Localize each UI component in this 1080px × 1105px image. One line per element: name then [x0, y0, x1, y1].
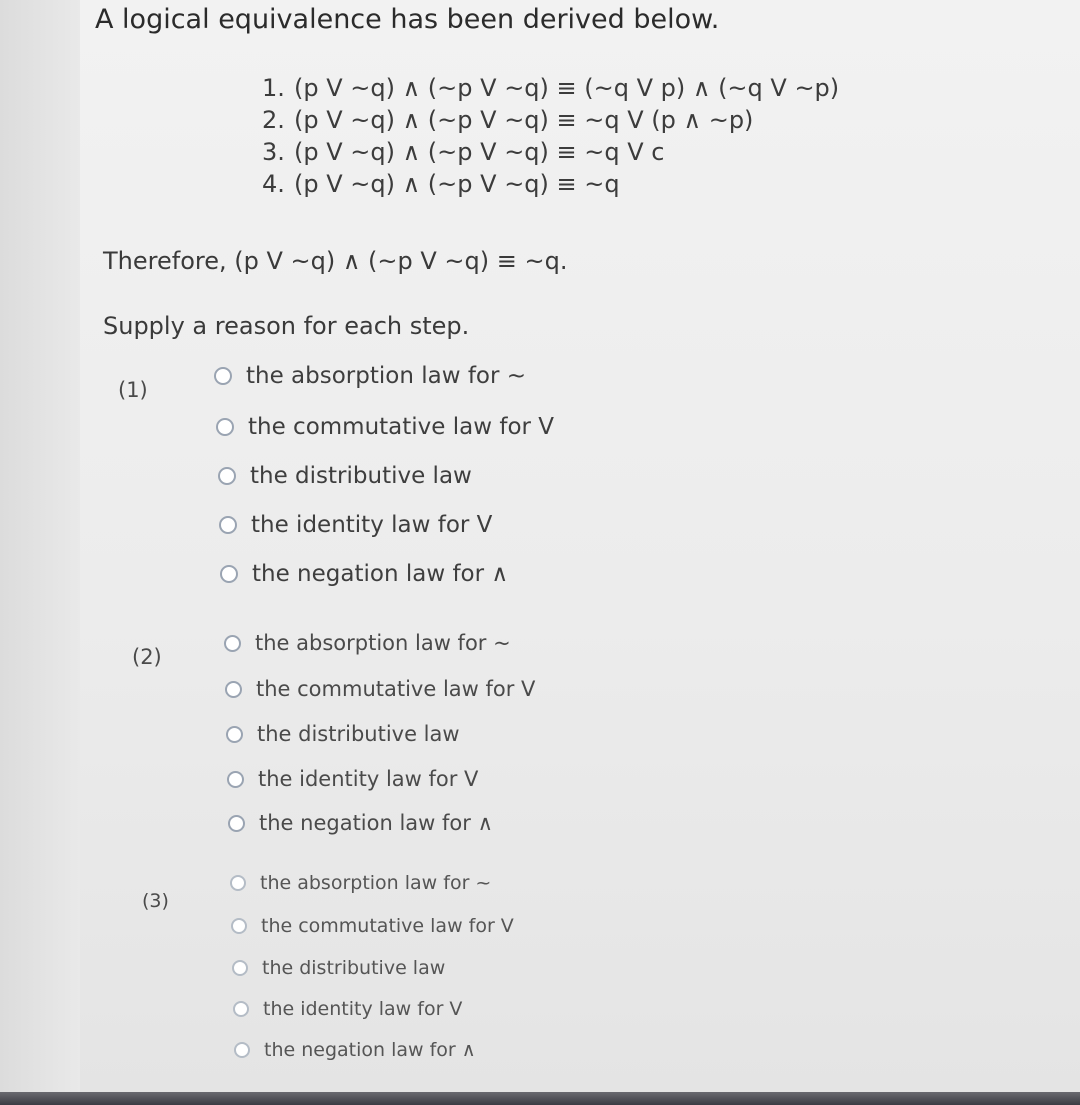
step-3-option-distributive[interactable]	[232, 957, 445, 979]
radio-button[interactable]	[224, 635, 241, 652]
option-label: the negation law for ∧	[264, 1039, 476, 1061]
radio-button[interactable]	[232, 960, 248, 976]
option-label: the commutative law for V	[256, 677, 536, 701]
instruction-text: Supply a reason for each step.	[103, 312, 470, 340]
derivation-list	[262, 72, 839, 200]
option-label: the absorption law for ~	[255, 631, 511, 655]
step-3-label: (3)	[142, 890, 169, 912]
step-1-label: (1)	[118, 378, 148, 402]
step-2-option-identity[interactable]	[227, 767, 478, 791]
option-label: the distributive law	[262, 957, 446, 979]
question-title: A logical equivalence has been derived below.	[95, 4, 720, 35]
step-1-option-absorption[interactable]	[214, 363, 526, 389]
radio-button[interactable]	[228, 815, 245, 832]
step-1-option-identity[interactable]	[219, 512, 492, 538]
radio-button[interactable]	[226, 726, 243, 743]
radio-button[interactable]	[234, 1042, 250, 1058]
derivation-expression: (p V ~q) ∧ (~p V ~q) ≡ ~q	[294, 170, 620, 198]
page-left-margin	[0, 0, 80, 1105]
radio-button[interactable]	[214, 367, 232, 385]
option-label: the distributive law	[250, 463, 472, 489]
derivation-step-number: 4.	[262, 170, 285, 198]
step-1-option-negation[interactable]	[220, 561, 508, 587]
derivation-expression: (p V ~q) ∧ (~p V ~q) ≡ (~q V p) ∧ (~q V ~p)	[294, 74, 840, 102]
step-2-label: (2)	[132, 645, 162, 669]
step-2-option-negation[interactable]	[228, 811, 493, 835]
step-3-option-identity[interactable]	[233, 998, 462, 1020]
derivation-step-1	[262, 72, 839, 104]
option-label: the identity law for V	[258, 767, 479, 791]
conclusion-text: Therefore, (p V ~q) ∧ (~p V ~q) ≡ ~q.	[103, 247, 568, 275]
option-label: the negation law for ∧	[259, 811, 493, 835]
derivation-step-2	[262, 104, 839, 136]
step-3-option-commutative[interactable]	[231, 915, 514, 937]
step-3-option-negation[interactable]	[234, 1039, 476, 1061]
radio-button[interactable]	[230, 875, 246, 891]
step-1-option-commutative[interactable]	[216, 414, 554, 440]
option-label: the commutative law for V	[248, 414, 555, 440]
radio-button[interactable]	[227, 771, 244, 788]
radio-button[interactable]	[220, 565, 238, 583]
radio-button[interactable]	[233, 1001, 249, 1017]
radio-button[interactable]	[231, 918, 247, 934]
option-label: the identity law for V	[251, 512, 493, 538]
screen-bottom-bezel	[0, 1092, 1080, 1105]
option-label: the distributive law	[257, 722, 460, 746]
option-label: the absorption law for ~	[246, 363, 527, 389]
radio-button[interactable]	[218, 467, 236, 485]
radio-button[interactable]	[219, 516, 237, 534]
radio-button[interactable]	[225, 681, 242, 698]
step-2-option-absorption[interactable]	[224, 631, 511, 655]
derivation-step-4	[262, 168, 839, 200]
derivation-expression: (p V ~q) ∧ (~p V ~q) ≡ ~q V (p ∧ ~p)	[294, 106, 754, 134]
step-1-option-distributive[interactable]	[218, 463, 472, 489]
derivation-step-number: 3.	[262, 138, 285, 166]
step-2-option-distributive[interactable]	[226, 722, 460, 746]
option-label: the identity law for V	[263, 998, 463, 1020]
derivation-expression: (p V ~q) ∧ (~p V ~q) ≡ ~q V c	[294, 138, 665, 166]
option-label: the negation law for ∧	[252, 561, 509, 587]
derivation-step-3	[262, 136, 839, 168]
option-label: the commutative law for V	[261, 915, 514, 937]
option-label: the absorption law for ~	[260, 872, 492, 894]
derivation-step-number: 1.	[262, 74, 285, 102]
derivation-step-number: 2.	[262, 106, 285, 134]
step-2-option-commutative[interactable]	[225, 677, 535, 701]
radio-button[interactable]	[216, 418, 234, 436]
step-3-option-absorption[interactable]	[230, 872, 491, 894]
